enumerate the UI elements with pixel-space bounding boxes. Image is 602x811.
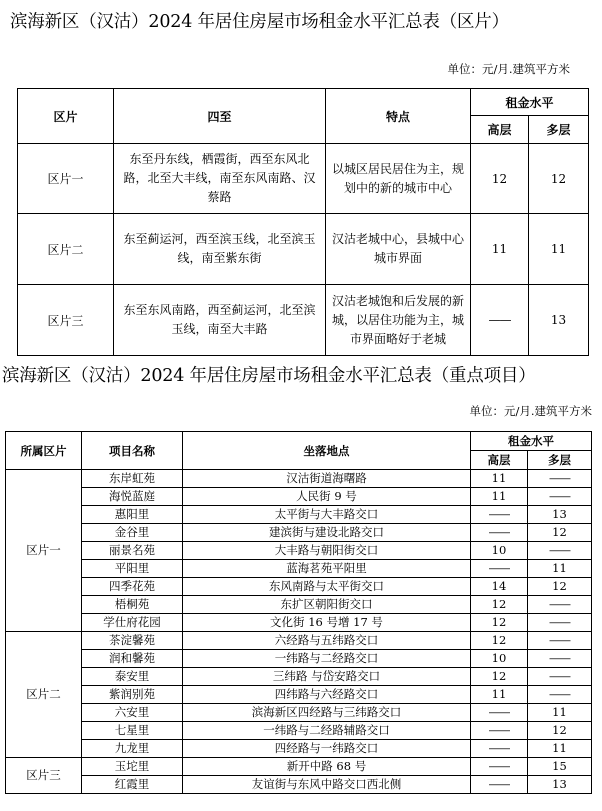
header-multi: 多层 (528, 451, 592, 470)
high-rent-cell: 11 (471, 214, 529, 285)
project-name-cell: 紫润别苑 (82, 686, 183, 704)
table1-title: 滨海新区（汉沽）2024 年居住房屋市场租金水平汇总表（区片） (10, 12, 509, 32)
multi-rent-cell: 12 (528, 722, 592, 740)
high-rent-cell: 11 (471, 488, 528, 506)
location-cell: 文化街 16 号增 17 号 (183, 614, 471, 632)
project-name-cell: 海悦蓝庭 (82, 488, 183, 506)
multi-rent-cell: —— (528, 470, 592, 488)
high-rent-cell: —— (471, 722, 528, 740)
project-rows (6, 470, 592, 794)
multi-rent-cell: 13 (528, 506, 592, 524)
table-row (6, 470, 592, 488)
project-rent-table (5, 431, 592, 794)
high-rent-cell: 12 (471, 668, 528, 686)
zone-cell: 区片二 (6, 632, 82, 758)
location-cell: 东扩区朝阳街交口 (183, 596, 471, 614)
multi-rent-cell: —— (528, 650, 592, 668)
zone-cell: 区片一 (6, 470, 82, 632)
high-rent-cell: 14 (471, 578, 528, 596)
boundary-cell: 东至丹东线，栖霞街，西至东风北路，北至大丰线，南至东风南路、汉蔡路 (114, 144, 326, 214)
header-location: 坐落地点 (183, 432, 471, 470)
multi-rent-cell: —— (528, 668, 592, 686)
multi-rent-cell: —— (528, 542, 592, 560)
location-cell: 太平街与大丰路交口 (183, 506, 471, 524)
high-rent-cell: —— (471, 740, 528, 758)
table-row (6, 668, 592, 686)
header-feature: 特点 (326, 89, 471, 144)
location-cell: 东风南路与太平街交口 (183, 578, 471, 596)
table-row (6, 632, 592, 650)
project-name-cell: 丽景名苑 (82, 542, 183, 560)
project-name-cell: 茶淀馨苑 (82, 632, 183, 650)
header-zone: 所属区片 (6, 432, 82, 470)
table-row (6, 542, 592, 560)
multi-rent-cell: 12 (528, 524, 592, 542)
high-rent-cell: 10 (471, 542, 528, 560)
multi-rent-cell: 11 (528, 704, 592, 722)
project-name-cell: 红霞里 (82, 776, 183, 794)
zone-cell: 区片三 (18, 285, 114, 356)
project-name-cell: 四季花苑 (82, 578, 183, 596)
multi-rent-cell: 11 (529, 214, 589, 285)
header-boundary: 四至 (114, 89, 326, 144)
zone-cell: 区片一 (18, 144, 114, 214)
multi-rent-cell: 12 (528, 578, 592, 596)
high-rent-cell: 12 (471, 144, 529, 214)
header-rent: 租金水平 (471, 432, 592, 451)
location-cell: 新开中路 68 号 (183, 758, 471, 776)
feature-cell: 汉沽老城中心，县城中心城市界面 (326, 214, 471, 285)
project-name-cell: 学仕府花园 (82, 614, 183, 632)
header-high: 高层 (471, 451, 528, 470)
table-row (6, 506, 592, 524)
high-rent-cell: —— (471, 506, 528, 524)
multi-rent-cell: 12 (529, 144, 589, 214)
high-rent-cell: —— (471, 285, 529, 356)
header-rent: 租金水平 (471, 89, 589, 116)
project-name-cell: 玉坨里 (82, 758, 183, 776)
high-rent-cell: 12 (471, 614, 528, 632)
project-name-cell: 六安里 (82, 704, 183, 722)
location-cell: 汉沽街道海曙路 (183, 470, 471, 488)
high-rent-cell: —— (471, 776, 528, 794)
table-row (18, 214, 589, 285)
high-rent-cell: —— (471, 560, 528, 578)
header-project-name: 项目名称 (82, 432, 183, 470)
table-row (6, 524, 592, 542)
multi-rent-cell: —— (528, 614, 592, 632)
location-cell: 四经路与一纬路交口 (183, 740, 471, 758)
table-row (6, 704, 592, 722)
location-cell: 一纬路与二经路交口 (183, 650, 471, 668)
high-rent-cell: 10 (471, 650, 528, 668)
header-high: 高层 (471, 116, 529, 144)
multi-rent-cell: —— (528, 596, 592, 614)
multi-rent-cell: 11 (528, 560, 592, 578)
multi-rent-cell: —— (528, 488, 592, 506)
project-name-cell: 七星里 (82, 722, 183, 740)
table-row (6, 758, 592, 776)
table2-unit: 单位：元/月.建筑平方米 (469, 404, 592, 418)
location-cell: 友谊街与东风中路交口西北侧 (183, 776, 471, 794)
table-row (18, 285, 589, 356)
location-cell: 人民街 9 号 (183, 488, 471, 506)
table-row (6, 650, 592, 668)
high-rent-cell: —— (471, 524, 528, 542)
table-row (6, 722, 592, 740)
high-rent-cell: 11 (471, 470, 528, 488)
high-rent-cell: —— (471, 758, 528, 776)
multi-rent-cell: 13 (528, 776, 592, 794)
location-cell: 一纬路与二经路辅路交口 (183, 722, 471, 740)
table-row (6, 596, 592, 614)
location-cell: 六经路与五纬路交口 (183, 632, 471, 650)
feature-cell: 汉沽老城饱和后发展的新城，以居住功能为主，城市界面略好于老城 (326, 285, 471, 356)
project-name-cell: 润和馨苑 (82, 650, 183, 668)
high-rent-cell: 12 (471, 632, 528, 650)
table-row (6, 614, 592, 632)
multi-rent-cell: 13 (529, 285, 589, 356)
table-row (6, 578, 592, 596)
boundary-cell: 东至东风南路，西至蓟运河，北至滨玉线，南至大丰路 (114, 285, 326, 356)
project-name-cell: 九龙里 (82, 740, 183, 758)
table-row (6, 686, 592, 704)
table-row (18, 144, 589, 214)
table-row (6, 560, 592, 578)
header-zone: 区片 (18, 89, 114, 144)
zone-rent-table (17, 88, 589, 356)
multi-rent-cell: 11 (528, 740, 592, 758)
project-name-cell: 东岸虹苑 (82, 470, 183, 488)
project-name-cell: 金谷里 (82, 524, 183, 542)
project-name-cell: 惠阳里 (82, 506, 183, 524)
location-cell: 滨海新区四经路与三纬路交口 (183, 704, 471, 722)
location-cell: 蓝海茗苑平阳里 (183, 560, 471, 578)
header-multi: 多层 (529, 116, 589, 144)
location-cell: 建滨街与建设北路交口 (183, 524, 471, 542)
high-rent-cell: 12 (471, 596, 528, 614)
zone-cell: 区片三 (6, 758, 82, 794)
multi-rent-cell: 15 (528, 758, 592, 776)
location-cell: 四纬路与六经路交口 (183, 686, 471, 704)
zone-cell: 区片二 (18, 214, 114, 285)
feature-cell: 以城区居民居住为主，规划中的新的城市中心 (326, 144, 471, 214)
table1-unit: 单位：元/月.建筑平方米 (447, 62, 570, 76)
location-cell: 三纬路 与岱安路交口 (183, 668, 471, 686)
project-name-cell: 梧桐苑 (82, 596, 183, 614)
project-name-cell: 泰安里 (82, 668, 183, 686)
table-row (6, 776, 592, 794)
high-rent-cell: —— (471, 704, 528, 722)
table-row (6, 740, 592, 758)
table2-title: 滨海新区（汉沽）2024 年居住房屋市场租金水平汇总表（重点项目） (2, 366, 536, 386)
project-name-cell: 平阳里 (82, 560, 183, 578)
location-cell: 大丰路与朝阳街交口 (183, 542, 471, 560)
high-rent-cell: 11 (471, 686, 528, 704)
multi-rent-cell: —— (528, 686, 592, 704)
boundary-cell: 东至蓟运河，西至滨玉线，北至滨玉线，南至紫东街 (114, 214, 326, 285)
table-row (6, 488, 592, 506)
multi-rent-cell: —— (528, 632, 592, 650)
